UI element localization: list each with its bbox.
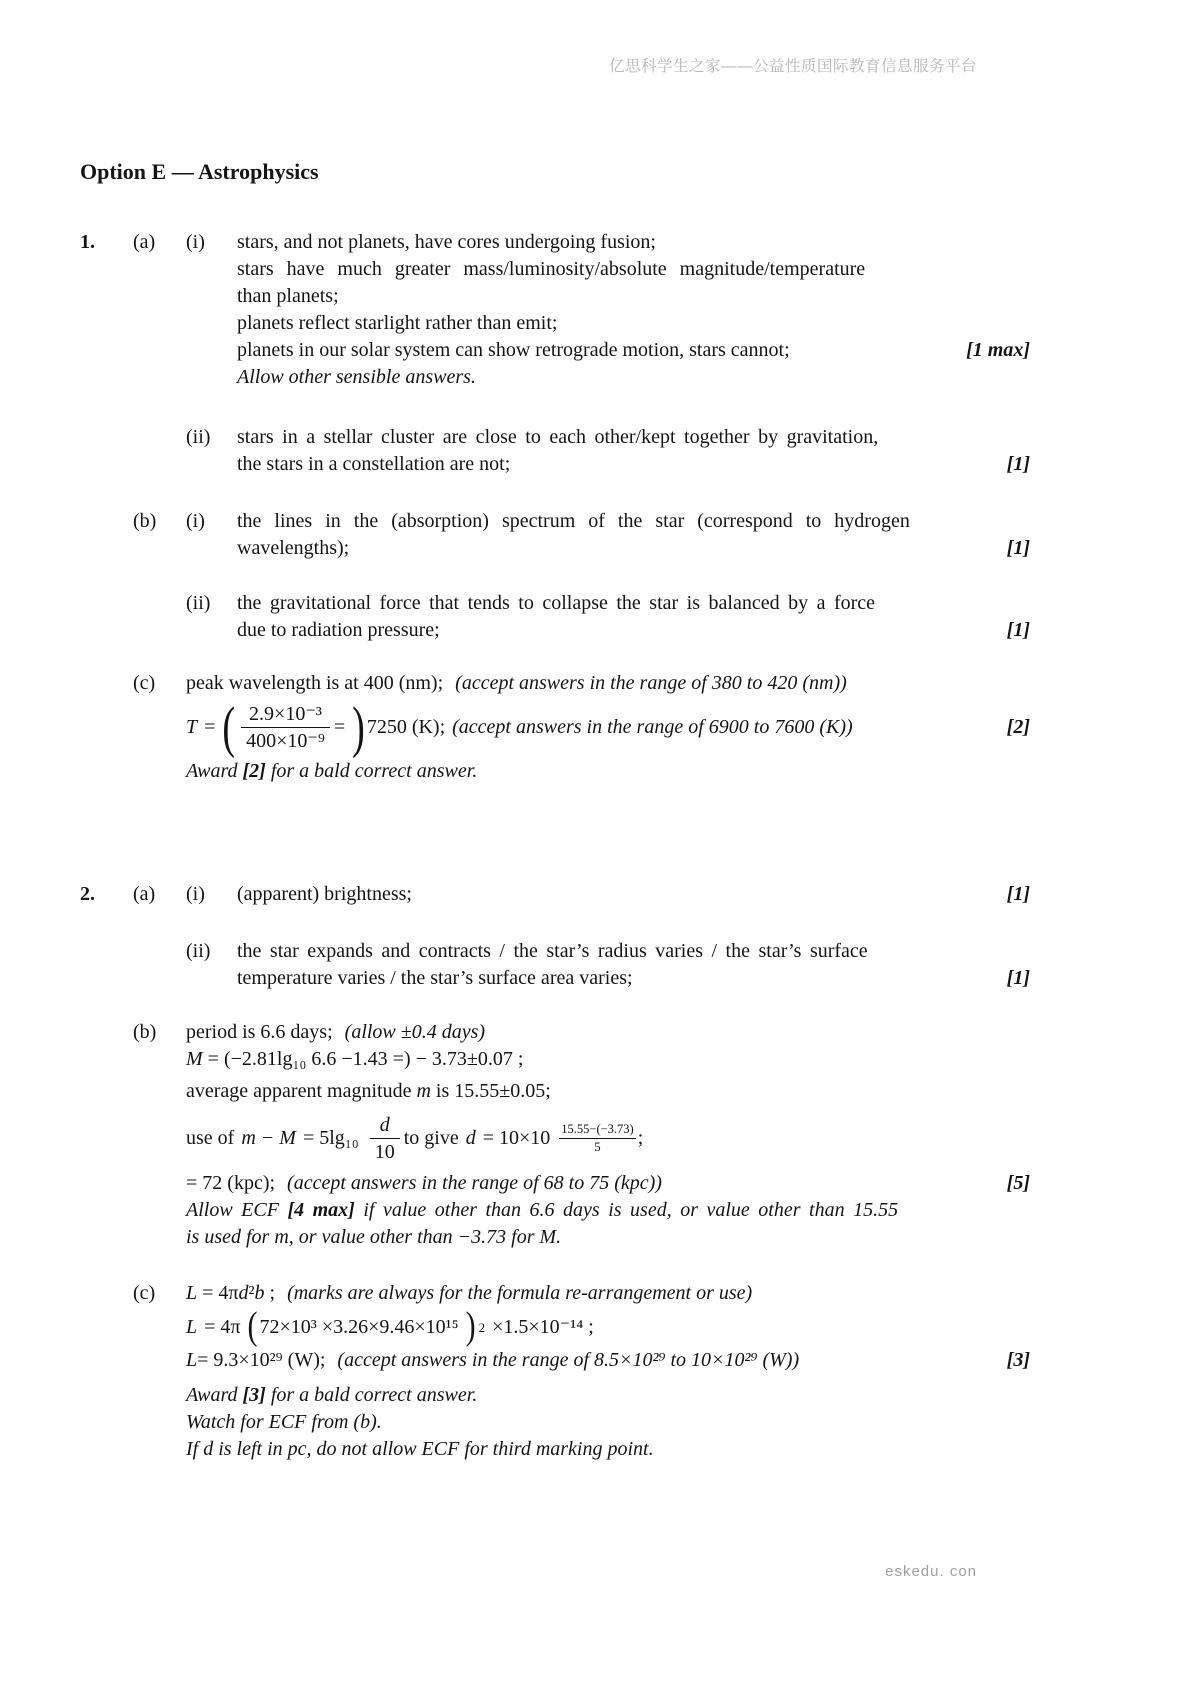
answer-line: stars in a stellar cluster are close to each other/kept together by gravitation, [237, 426, 879, 448]
accept-range-note: (accept answers in the range of 6900 to 7600 (K)) [452, 716, 853, 738]
subpart-label-ii: (ii) [186, 592, 211, 614]
answer-line-with-mark [237, 881, 1030, 908]
subpart-label-ii: (ii) [186, 940, 211, 962]
accept-range-note: (accept answers in the range of 380 to 420 (nm)) [455, 672, 847, 694]
part-label-c: (c) [133, 672, 156, 694]
marks-badge: [1] [1006, 967, 1030, 989]
q2-a-ii [80, 938, 1030, 992]
fraction-denominator: 400×10⁻⁹ [241, 727, 330, 753]
squared-exponent: 2 [478, 1319, 486, 1335]
fraction-denominator: 10 [370, 1138, 400, 1164]
answer-line: stars have much greater mass/luminosity/absolute magnitude/temperature [237, 258, 866, 280]
big-paren-close: ) [352, 696, 365, 759]
part-label-a: (a) [133, 883, 156, 905]
math-variable: d [238, 1282, 249, 1304]
math-variable: b [254, 1282, 265, 1304]
part-label-b: (b) [133, 1021, 157, 1043]
luminosity-equation: L = 4π ( 72×10³ ×3.26×9.46×10¹⁵ ) 2 ×1.5×10⁻¹⁴ ; [186, 1304, 594, 1348]
examiner-note: Allow ECF [4 max] if value other than 6.6 days is used, or value other than 15.55 [186, 1199, 899, 1221]
examiner-note: Award [2] for a bald correct answer. [186, 760, 478, 782]
answer-line: wavelengths); [237, 537, 350, 559]
q2-c [80, 1280, 1030, 1463]
answer-line: planets reflect starlight rather than emit; [237, 312, 558, 334]
answer-line: temperature varies / the star’s surface area varies; [237, 967, 633, 989]
math-variable: M [186, 1048, 203, 1070]
math-variable: T [186, 716, 198, 738]
big-paren-open: ( [247, 1304, 258, 1348]
fraction [370, 1113, 400, 1164]
equation-result: 7250 (K); [366, 716, 446, 738]
subpart-label-i: (i) [186, 510, 205, 532]
marks-badge: [1] [1006, 619, 1030, 641]
fraction-numerator: d [379, 1114, 390, 1136]
examiner-note: If d is left in pc, do not allow ECF for third marking point. [186, 1438, 654, 1460]
answer-body [186, 670, 1030, 785]
marks-badge: [1] [1006, 537, 1030, 559]
examiner-note: Watch for ECF from (b). [186, 1411, 382, 1433]
footer-watermark: eskedu. con [885, 1563, 977, 1580]
examiner-note: is used for m, or value other than −3.73 for M. [186, 1226, 562, 1248]
subpart-label-i: (i) [186, 883, 205, 905]
answer-body [237, 424, 1030, 478]
math-variable: m [416, 1080, 431, 1102]
answer-line: peak wavelength is at 400 (nm); (accept answers in the range of 380 to 420 (nm)) [186, 672, 847, 694]
answer-line-with-mark [237, 337, 1030, 364]
question-number: 1. [80, 231, 95, 253]
answer-line-with-mark [237, 451, 1030, 478]
answer-line: the gravitational force that tends to collapse the star is balanced by a force [237, 592, 876, 614]
q1-b-ii [80, 590, 1030, 644]
math-variable: L [186, 1349, 198, 1371]
allow-note: (allow ±0.4 days) [344, 1021, 486, 1043]
answer-line: than planets; [237, 285, 339, 307]
distance-equation: use of m − M = 5lg₁₀ $\frac{d}{10}$ to give d = 10×10 $\frac{15.55-(-3.73)}{5}$ ; [186, 1114, 644, 1163]
answer-line: the stars in a constellation are not; [237, 453, 511, 475]
answer-body [186, 1280, 1030, 1463]
answer-line: period is 6.6 days; (allow ±0.4 days) [186, 1021, 486, 1043]
exponent-fraction [559, 1122, 635, 1155]
accept-range-note: (accept answers in the range of 8.5×10²⁹ to 10×10²⁹ (W)) [337, 1349, 800, 1371]
examiner-note: (marks are always for the formula re-arrangement or use) [287, 1282, 753, 1304]
examiner-note: Award [3] for a bald correct answer. [186, 1384, 478, 1406]
part-label-c: (c) [133, 1282, 156, 1304]
answer-line: average apparent magnitude m is 15.55±0.05; [186, 1080, 551, 1102]
fraction-numerator: 2.9×10⁻³ [249, 703, 322, 725]
math-variable: m − M [241, 1127, 296, 1149]
q1-a-ii [80, 424, 1030, 478]
magnitude-equation: M = (−2.81lg₁₀ 6.6 −1.43 =) − 3.73±0.07 ; [186, 1048, 524, 1070]
marks-badge: [2] [1006, 716, 1030, 738]
part-label-a: (a) [133, 231, 156, 253]
math-variable: L [186, 1282, 198, 1304]
part-label-b: (b) [133, 510, 157, 532]
subpart-label-i: (i) [186, 231, 205, 253]
math-variable: L [186, 1315, 198, 1338]
answer-line-with-mark [237, 535, 1030, 562]
marks-badge: [1 max] [966, 339, 1030, 361]
big-paren-close: ) [465, 1304, 476, 1348]
answer-body [237, 229, 1030, 391]
header-watermark: 亿思科学生之家——公益性质国际教育信息服务平台 [608, 58, 977, 75]
answer-line: the star expands and contracts / the star’s radius varies / the star’s surface [237, 940, 868, 962]
answer-line: due to radiation pressure; [237, 619, 440, 641]
answer-body [237, 938, 1030, 992]
accept-range-note: (accept answers in the range of 68 to 75 (kpc)) [287, 1172, 662, 1194]
marks-badge: [5] [1006, 1172, 1030, 1194]
answer-body [237, 881, 1030, 908]
page-title: Option E — Astrophysics [80, 159, 319, 184]
answer-line-with-mark: L = 9.3×10²⁹ (W); (accept answers in the range of 8.5×10²⁹ to 10×10²⁹ (W)) [3] [186, 1347, 1030, 1374]
marks-badge: [1] [1006, 883, 1030, 905]
q2-a-i [80, 881, 1030, 908]
luminosity-formula: L = 4πd²b ; (marks are always for the formula re-arrangement or use) [186, 1282, 753, 1304]
answer-line: the lines in the (absorption) spectrum of the star (correspond to hydrogen [237, 510, 910, 532]
marks-badge: [1] [1006, 453, 1030, 475]
fraction-numerator: 15.55−(−3.73) [561, 1122, 634, 1136]
fraction-denominator: 5 [559, 1138, 635, 1155]
answer-line-with-mark: = 72 (kpc); (accept answers in the range of 68 to 75 (kpc)) [5] [186, 1170, 1030, 1197]
big-paren-open: ( [222, 696, 236, 759]
answer-body [237, 590, 1030, 644]
q1-a-i [80, 229, 1030, 391]
answer-line: planets in our solar system can show retrograde motion, stars cannot; [237, 339, 790, 361]
temperature-equation: T = ( $\frac{\text{2.9×10⁻³}}{\text{400×10⁻⁹}}$ = ) 7250 (K); (accept answers in the range of 6900 to 7600 (K)) [2] [186, 696, 1030, 759]
markscheme-content [80, 158, 1030, 1463]
question-number: 2. [80, 883, 95, 905]
marks-badge: [3] [1006, 1349, 1030, 1371]
fraction [241, 702, 330, 753]
q1-b-i [80, 508, 1030, 562]
answer-body [186, 1019, 1030, 1251]
q2-b [80, 1019, 1030, 1251]
answer-line: (apparent) brightness; [237, 883, 412, 905]
answer-body [237, 508, 1030, 562]
answer-line-with-mark [237, 617, 1030, 644]
subpart-label-ii: (ii) [186, 426, 211, 448]
q1-c [80, 670, 1030, 785]
math-variable: d [465, 1127, 476, 1149]
answer-line: stars, and not planets, have cores undergoing fusion; [237, 231, 656, 253]
examiner-note: Allow other sensible answers. [237, 366, 476, 388]
answer-line-with-mark [237, 965, 1030, 992]
